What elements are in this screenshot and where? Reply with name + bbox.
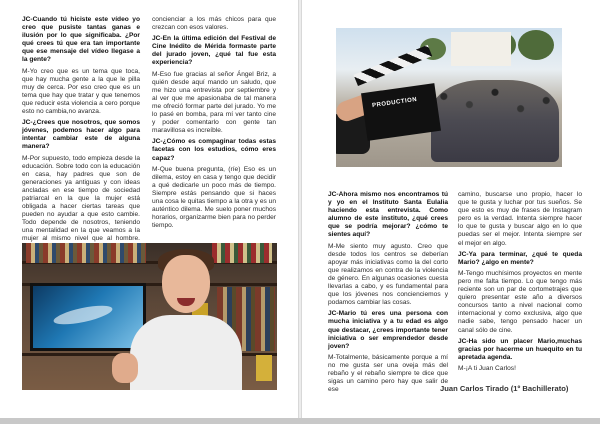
clapperboard-text: PRODUCTION	[371, 96, 418, 110]
interview-question: JC-Ha sido un placer Mario,muchas gracias por hacerme un huequito en tu apretada agenda.	[458, 337, 582, 361]
interview-question: JC-En la última edición del Festival de Cine Inédito de Mérida formaste parte del jurado joven, ¿qué tal fue esta experiencia?	[152, 35, 276, 67]
left-column-2	[152, 16, 276, 233]
left-column-1	[22, 16, 140, 255]
interview-question: JC-Cuando tú hiciste este vídeo yo creo que pusiste tantas ganas e ilusión por lo que significaba. ¿Por qué crees tú que era tan importante que ese mensaje del vídeo llegase a la gente?	[22, 16, 140, 64]
right-column-1	[328, 191, 448, 397]
interview-answer: M-Eso fue gracias al señor Ángel Briz, a quién desde aquí mando un saludo, que me hizo una entrevista por septiembre y al ver que me apasionaba de tal manera me ofreció formar parte del jurado. Yo me lo pasé en bomba, para mí ver tanto cine y poder comentarlo con gente tan maravillosa es increíble.	[152, 70, 276, 135]
interview-answer: camino, buscarse uno propio, hacer lo que te gusta y luchar por tus sueños. Se que esto es muy de frases de Instagram pero es la verdad. Intenta siempre hacer lo que te gusta y buscar algo en lo que puedas ser el mejor. Intenta siempre ser el mejor en algo.	[458, 191, 582, 247]
interview-answer: M-Yo creo que es un tema que toca, que hay mucha gente a la que le pilla muy de cerca. Por eso creo que es un tema que hay que tratar y que tenemos que reducir esta violencia a cero porque esto no cambia,no avanza.	[22, 67, 140, 116]
interview-question: JC-¿Cómo es compaginar todas estas facetas con los estudios, cómo eres capaz?	[152, 138, 276, 162]
tv-screen	[30, 283, 146, 351]
interview-answer: M-Totalmente, básicamente porque a mí no me gusta ser una oveja más del rebaño y el rebaño siempre te dice que sigas un camino pero hay que salir de ese	[328, 353, 448, 394]
interview-question: JC-¿Crees que nosotros, que somos jóvenes, podemos hacer algo para intentar cambiar este de alguna manera?	[22, 119, 140, 151]
interview-question: JC-Mario tú eres una persona con mucha iniciativa y a tu edad es algo que destacar, ¿crees importante tener iniciativa o ser emprendedor desde joven?	[328, 310, 448, 350]
interview-answer: M-¡A ti Juan Carlos!	[458, 364, 516, 372]
interview-question: JC-Ahora mismo nos encontramos tú y yo en el Instituto Santa Eulalia haciendo esta entrevista. Como alumno de este instituto, ¿qué crees que se podría mejorar? ¿cómo te sientes aquí?	[328, 191, 448, 239]
interview-answer: concienciar a los más chicos para que crezcan con esos valores.	[152, 16, 276, 32]
interview-answer: M-Que buena pregunta, (ríe) Eso es un dilema, estoy en casa y tengo que decidir a qué dedicarle un poco más de tiempo. Siempre estás pensando que si haces una cosa le quitas tiempo a la otra y es un auténtico dilema. Me suelo poner muchos horarios, organizarme bien para no perder tiempo.	[152, 165, 276, 230]
author-signature: Juan Carlos Tirado (1º Bachillerato)	[440, 384, 569, 393]
video-still-photo	[22, 243, 277, 390]
page-edge	[0, 418, 600, 424]
right-column-2	[458, 191, 582, 376]
interview-answer: M-Me siento muy agusto. Creo que desde todos los centros se deberían apoyar más iniciativas como la del corto que realizamos en contra de la violencia de género. En algunas ocasiones cuesta llevarlas a cabo, y es fundamental para que los jóvenes nos concienciemos y podamos cambiar las cosas.	[328, 242, 448, 307]
crowd-clapperboard-photo	[336, 28, 562, 167]
interview-answer: M-Tengo muchísimos proyectos en mente pero me falta tiempo. Lo que tengo más reciente son un par de cortometrajes que quiero presentar este año a diversos concursos tanto a nivel nacional como internacional y como exclusiva, algo que nadie sabe, tengo pensado hacer un canal sólo de cine.	[458, 269, 582, 334]
interview-answer: M-Por supuesto, todo empieza desde la educación. Sobre todo con la educación en casa, hay padres que son de generaciones ya antiguas y con ideas ancladas en ese tiempo de sociedad patriarcal en la que la mujer está obligada a hacer ciertas tareas que pueden no ayudar a que esto cambie. Todo depende de nosotros, teniendo una mentalidad en la que veamos a la mujer al mismo nivel que al hombre.	[22, 154, 140, 243]
clapperboard	[361, 83, 441, 141]
interview-question: JC-Ya para terminar, ¿qué te queda Mario? ¿algo en mente?	[458, 250, 582, 266]
